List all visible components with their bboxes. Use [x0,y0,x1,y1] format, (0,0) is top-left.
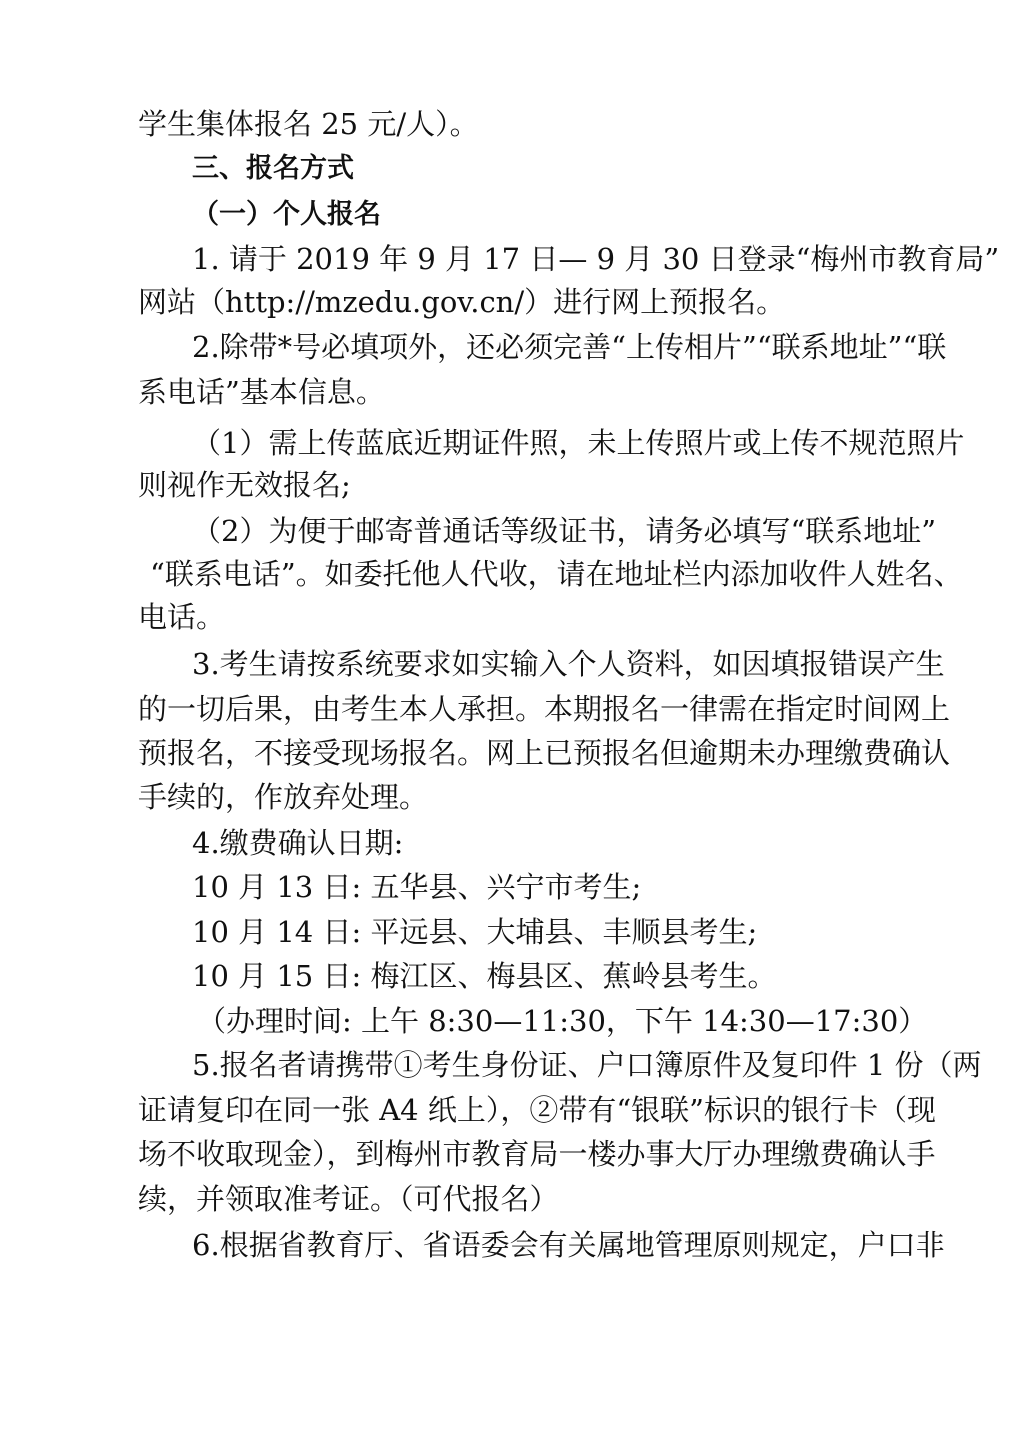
paragraph-line: （2）为便于邮寄普通话等级证书，请务必填写“联系地址” [192,514,937,548]
section-heading: 三、报名方式 [192,153,354,184]
paragraph-line: 2.除带*号必填项外，还必须完善“上传相片”“联系地址”“联 [192,330,947,364]
subsection-heading: （一）个人报名 [192,199,381,230]
paragraph-line: 3.考生请按系统要求如实输入个人资料，如因填报错误产生 [192,647,945,681]
paragraph-line: 证请复印在同一张 A4 纸上），②带有“银联”标识的银行卡（现 [138,1093,936,1127]
schedule-line: 10 月 15 日: 梅江区、梅县区、蕉岭县考生。 [192,959,777,993]
paragraph-line: 1. 请于 2019 年 9 月 17 日— 9 月 30 日登录“梅州市教育局” [192,242,1000,276]
text-line: 学生集体报名 25 元/人）。 [138,107,479,141]
paragraph-line: 网站（http://mzedu.gov.cn/）进行网上预报名。 [138,285,786,319]
paragraph-line: 4.缴费确认日期: [192,826,404,860]
schedule-line: 10 月 14 日: 平远县、大埔县、丰顺县考生; [192,915,758,949]
paragraph-line: 系电话”基本信息。 [138,375,385,409]
paragraph-line: 手续的，作放弃处理。 [138,780,429,814]
paragraph-line: 则视作无效报名; [138,468,351,502]
paragraph-line: 预报名，不接受现场报名。网上已预报名但逾期未办理缴费确认 [138,736,951,770]
office-hours-line: （办理时间: 上午 8:30—11:30，下午 14:30—17:30） [197,1004,928,1038]
paragraph-line: 续，并领取准考证。（可代报名） [138,1182,559,1216]
paragraph-line: “联系电话”。如委托他人代收，请在地址栏内添加收件人姓名、 [150,557,963,591]
paragraph-line: 6.根据省教育厅、省语委会有关属地管理原则规定，户口非 [192,1228,945,1262]
schedule-line: 10 月 13 日: 五华县、兴宁市考生; [192,870,642,904]
paragraph-line: 场不收取现金），到梅州市教育局一楼办事大厅办理缴费确认手 [138,1137,936,1171]
paragraph-line: 电话。 [138,600,226,634]
paragraph-line: （1）需上传蓝底近期证件照，未上传照片或上传不规范照片 [192,426,965,460]
paragraph-line: 的一切后果，由考生本人承担。本期报名一律需在指定时间网上 [138,692,951,726]
paragraph-line: 5.报名者请携带①考生身份证、户口簿原件及复印件 1 份（两 [192,1048,982,1082]
